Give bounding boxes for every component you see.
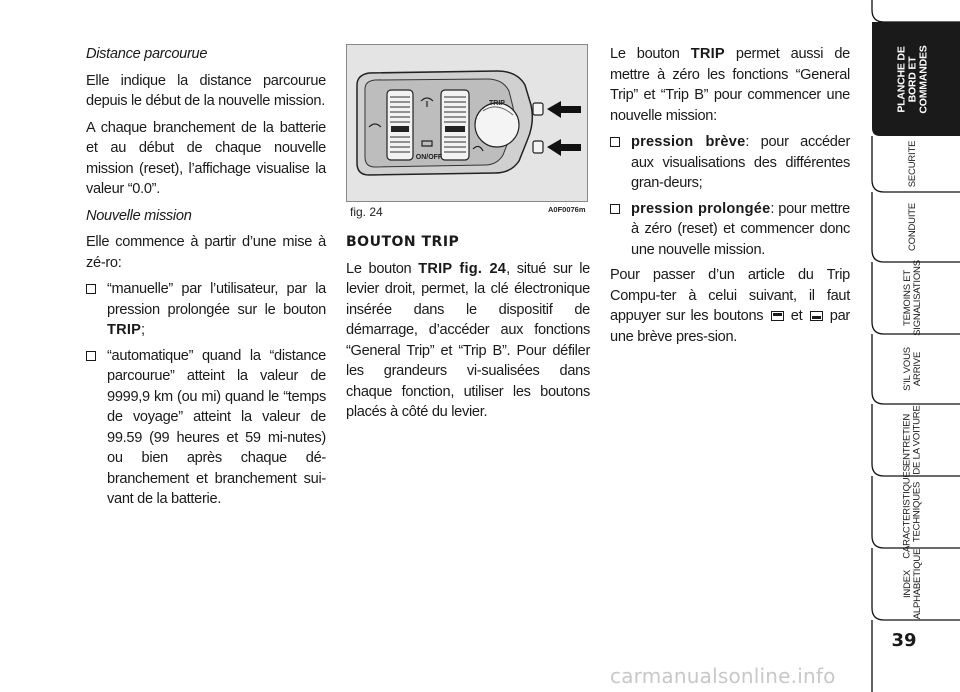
button-down-icon: [810, 311, 823, 321]
checkbox-bullet-icon: [86, 284, 96, 294]
tab-temoins[interactable]: TEMOINS ET SIGNALISATIONS: [902, 260, 923, 336]
bullet-short-press: pression brève: pour accéder aux visualisations des différentes gran-deurs;: [610, 132, 850, 194]
heading-distance: Distance parcourue: [86, 46, 208, 62]
button-up-icon: [771, 311, 784, 321]
paragraph-distance-1: Elle indique la distance parcourue depuis le début de la nouvelle mission.: [86, 72, 326, 109]
paragraph-distance-2: A chaque branchement de la batterie et au début de chaque nouvelle mission (reset), l’affichage visualise la valeur “0.0”.: [86, 119, 326, 197]
label-onoff: ON/OFF: [415, 154, 443, 161]
lever-illustration: [347, 45, 588, 202]
watermark: carmanualsonline.info: [610, 664, 836, 688]
paragraph-trip-reset: Le bouton TRIP permet aussi de mettre à zéro les fonctions “General Trip” et “Trip B” pour commencer une nouvelle mission:: [610, 46, 850, 124]
tab-caracteristiques[interactable]: CARACTERISTIQUES TECHNIQUES: [902, 465, 923, 559]
bullet-long-press: pression prolongée: pour mettre à zéro (reset) et commencer donc une nouvelle mission.: [610, 199, 850, 261]
column-right: [610, 44, 850, 353]
figure-code: A0F0076m: [548, 205, 586, 214]
paragraph-bouton-trip: Le bouton TRIP fig. 24, situé sur le levier droit, permet, la clé électronique insérée dans le dispositif de démarrage, d’accéder aux fonctions “General Trip” et “Trip B”. Pour défiler les grandeurs vi-sualisées dans chaque fonction, utiliser les boutons placés à côté du levier.: [346, 260, 590, 420]
tab-index[interactable]: INDEX ALPHABETIQUE: [902, 548, 923, 620]
tab-sil-vous-arrive[interactable]: S’IL VOUS ARRIVE: [902, 347, 923, 391]
heading-new-mission: Nouvelle mission: [86, 207, 192, 224]
checkbox-bullet-icon: [610, 137, 620, 147]
paragraph-trip-computer: Pour passer d’un article du Trip Compu-ter à celui suivant, il faut appuyer sur les boutons et par une brève pres-sion.: [610, 267, 850, 345]
tab-planche-de-bord[interactable]: PLANCHE DE BORD ET COMMANDES: [895, 44, 930, 114]
paragraph-new-mission: Elle commence à partir d’une mise à zé-ro:: [86, 234, 326, 271]
tab-conduite[interactable]: CONDUITE: [906, 202, 918, 252]
checkbox-bullet-icon: [610, 204, 620, 214]
page-number: 39: [891, 630, 917, 651]
tab-entretien[interactable]: ENTRETIEN DE LA VOITURE: [901, 405, 923, 475]
section-title-bouton-trip: BOUTON TRIP: [346, 234, 460, 250]
figure-trip-lever: [346, 44, 588, 202]
bullet-manual: “manuelle” par l’utilisateur, par la pression prolongée sur le bouton TRIP;: [86, 279, 326, 341]
figure-caption: fig. 24: [350, 205, 383, 219]
bullet-automatic: “automatique” quand la “distance parcourue” atteint la valeur de 9999,9 km (ou mi) quand le “temps de voyage” atteint la valeur de 99.59 (99 heures et 59 mi-nutes) ou bien après chaque dé-branchement et branchement sui-vant de la batterie.: [86, 346, 326, 510]
column-left: [86, 44, 326, 515]
label-trip: TRIP: [489, 100, 505, 107]
column-middle: [346, 232, 590, 429]
checkbox-bullet-icon: [86, 351, 96, 361]
tab-securite[interactable]: SECURITE: [907, 140, 918, 188]
